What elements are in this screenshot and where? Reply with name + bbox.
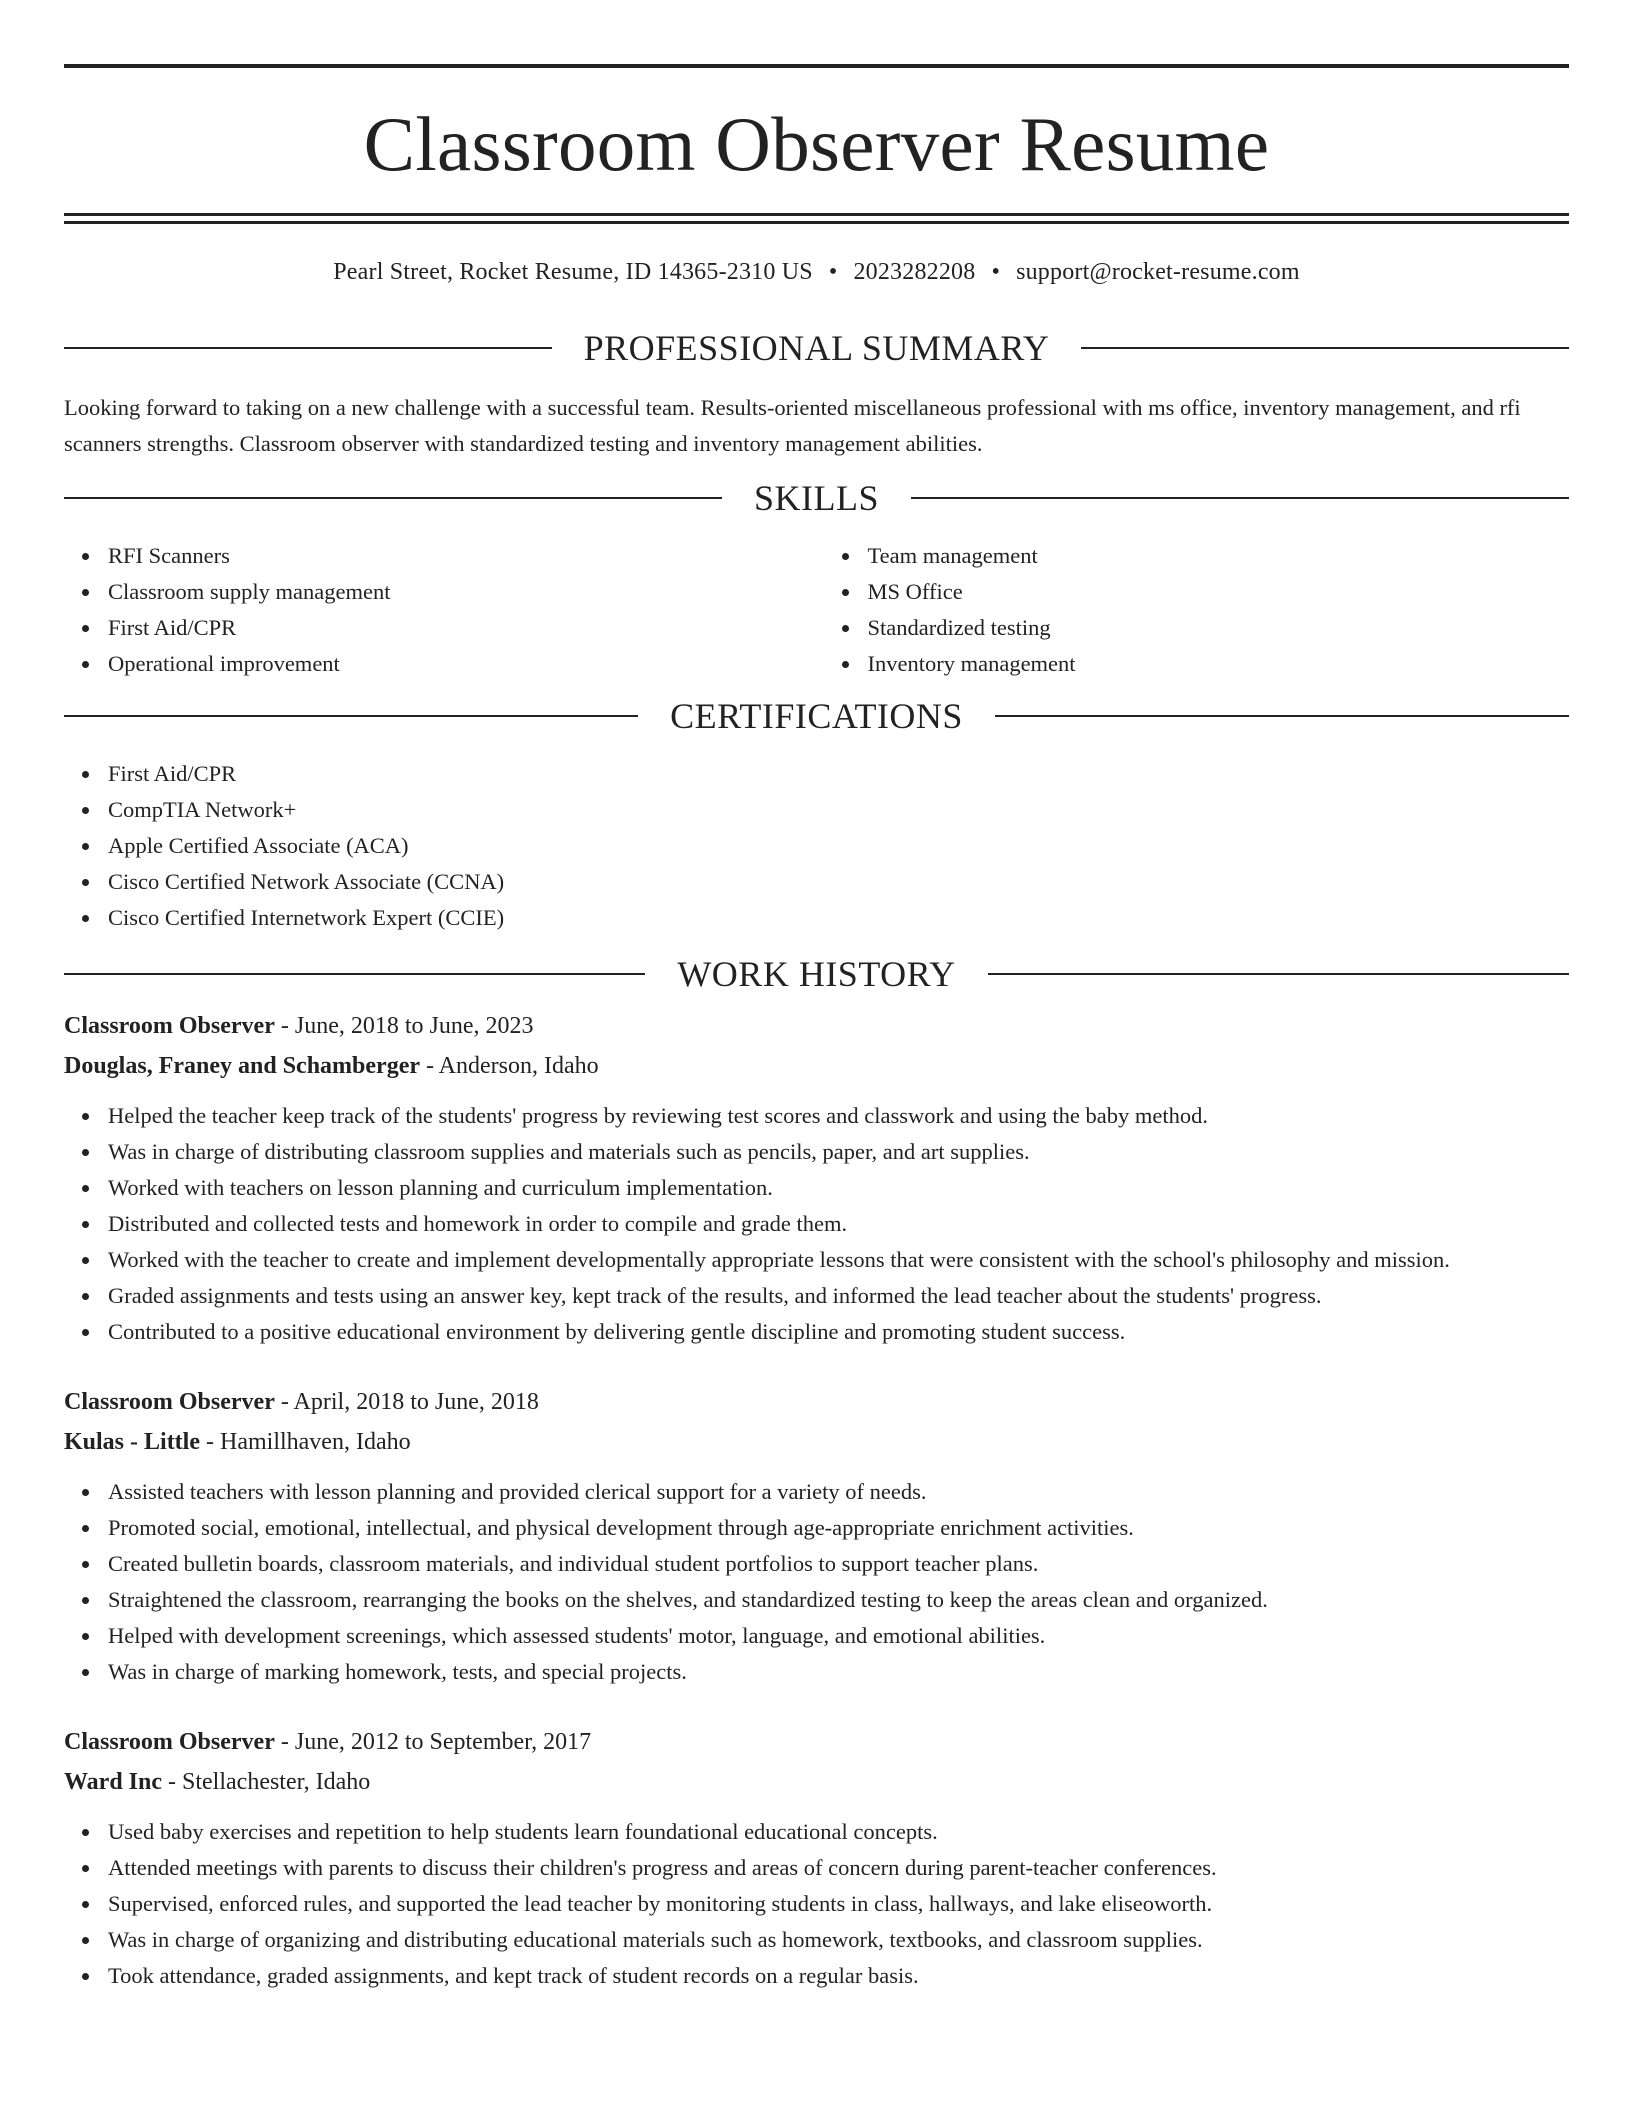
certification-item: Cisco Certified Internetwork Expert (CCIE): [108, 900, 1569, 936]
divider: [64, 973, 645, 975]
section-title: PROFESSIONAL SUMMARY: [583, 328, 1050, 368]
certification-item: Apple Certified Associate (ACA): [108, 828, 1569, 864]
contact-separator: •: [991, 259, 1001, 285]
job-bullet: Worked with the teacher to create and implement developmentally appropriate lessons that were consistent with the school's philosophy and mission.: [108, 1242, 1569, 1278]
job-entry: [64, 1722, 1569, 1994]
job-title-line: [64, 1006, 1569, 1046]
job-bullet: Distributed and collected tests and homework in order to compile and grade them.: [108, 1206, 1569, 1242]
skills-list-left: [64, 538, 817, 682]
certification-item: First Aid/CPR: [108, 756, 1569, 792]
job-entry: [64, 1006, 1569, 1350]
divider: [995, 715, 1569, 717]
page-title: Classroom Observer Resume: [363, 101, 1270, 187]
job-bullet: Graded assignments and tests using an answer key, kept track of the results, and informed the lead teacher about the students' progress.: [108, 1278, 1569, 1314]
job-bullet: Helped the teacher keep track of the students' progress by reviewing test scores and classwork and using the baby method.: [108, 1098, 1569, 1134]
skill-item: Classroom supply management: [108, 574, 817, 610]
job-company-line: [64, 1046, 1569, 1086]
job-bullet: Assisted teachers with lesson planning and provided clerical support for a variety of needs.: [108, 1474, 1569, 1510]
skill-item: RFI Scanners: [108, 538, 817, 574]
summary-section-header: [64, 330, 1569, 366]
job-bullet: Contributed to a positive educational environment by delivering gentle discipline and promoting student success.: [108, 1314, 1569, 1350]
contact-address: Pearl Street, Rocket Resume, ID 14365-2310 US: [333, 259, 813, 285]
divider: [1081, 347, 1569, 349]
skills-grid: [64, 538, 1569, 682]
job-role: Classroom Observer: [64, 1389, 275, 1415]
divider: [64, 715, 638, 717]
work-history: [64, 1006, 1569, 1994]
divider: [64, 497, 722, 499]
work-section-header: [64, 956, 1569, 992]
job-company: Douglas, Franey and Schamberger: [64, 1053, 420, 1079]
job-bullet: Was in charge of organizing and distributing educational materials such as homework, textbooks, and classroom supplies.: [108, 1922, 1569, 1958]
job-entry: [64, 1382, 1569, 1690]
contact-email: support@rocket-resume.com: [1016, 259, 1300, 285]
job-location: - Anderson, Idaho: [420, 1053, 599, 1079]
resume-page: [64, 64, 1569, 1994]
job-location: - Stellachester, Idaho: [162, 1769, 371, 1795]
job-bullet: Took attendance, graded assignments, and kept track of student records on a regular basis.: [108, 1958, 1569, 1994]
divider: [988, 973, 1569, 975]
top-rule: [64, 64, 1569, 68]
job-bullet: Created bulletin boards, classroom materials, and individual student portfolios to support teacher plans.: [108, 1546, 1569, 1582]
job-company: Ward Inc: [64, 1769, 163, 1795]
skills-section-header: [64, 480, 1569, 516]
job-bullet: Helped with development screenings, which assessed students' motor, language, and emotional abilities.: [108, 1618, 1569, 1654]
section-title: WORK HISTORY: [677, 954, 956, 994]
job-bullet: Supervised, enforced rules, and supported the lead teacher by monitoring students in class, hallways, and lake eliseoworth.: [108, 1886, 1569, 1922]
job-company-line: [64, 1422, 1569, 1462]
contact-line: [64, 260, 1569, 284]
certifications-section-header: [64, 698, 1569, 734]
contact-phone: 2023282208: [853, 259, 976, 285]
section-title: SKILLS: [754, 478, 880, 518]
divider: [911, 497, 1569, 499]
job-role: Classroom Observer: [64, 1013, 275, 1039]
skill-item: Inventory management: [868, 646, 1570, 682]
job-bullet: Was in charge of distributing classroom supplies and materials such as pencils, paper, and art supplies.: [108, 1134, 1569, 1170]
section-title: CERTIFICATIONS: [670, 696, 963, 736]
skill-item: First Aid/CPR: [108, 610, 817, 646]
job-dates: - June, 2012 to September, 2017: [274, 1729, 592, 1755]
job-bullets: [64, 1814, 1569, 1994]
job-title-line: [64, 1382, 1569, 1422]
job-bullet: Worked with teachers on lesson planning and curriculum implementation.: [108, 1170, 1569, 1206]
skill-item: Standardized testing: [868, 610, 1570, 646]
skills-list-right: [817, 538, 1570, 682]
job-bullets: [64, 1474, 1569, 1690]
job-bullets: [64, 1098, 1569, 1350]
job-dates: - April, 2018 to June, 2018: [274, 1389, 539, 1415]
divider: [64, 347, 552, 349]
summary-text: Looking forward to taking on a new challenge with a successful team. Results-oriented miscellaneous professional with ms office, inventory management, and rfi scanners strengths. Classroom observer with standardized testing and inventory management abilities.: [64, 395, 1521, 456]
contact-separator: •: [828, 259, 838, 285]
certification-item: Cisco Certified Network Associate (CCNA): [108, 864, 1569, 900]
job-company: Kulas - Little: [64, 1429, 200, 1455]
job-dates: - June, 2018 to June, 2023: [274, 1013, 534, 1039]
job-bullet: Promoted social, emotional, intellectual, and physical development through age-appropriate enrichment activities.: [108, 1510, 1569, 1546]
job-title-line: [64, 1722, 1569, 1762]
job-bullet: Was in charge of marking homework, tests, and special projects.: [108, 1654, 1569, 1690]
job-company-line: [64, 1762, 1569, 1802]
certification-item: CompTIA Network+: [108, 792, 1569, 828]
skill-item: MS Office: [868, 574, 1570, 610]
job-location: - Hamillhaven, Idaho: [200, 1429, 411, 1455]
title-double-rule: [64, 213, 1569, 224]
job-bullet: Attended meetings with parents to discuss their children's progress and areas of concern during parent-teacher conferences.: [108, 1850, 1569, 1886]
certifications-list: [64, 756, 1569, 936]
job-bullet: Used baby exercises and repetition to help students learn foundational educational concepts.: [108, 1814, 1569, 1850]
skill-item: Operational improvement: [108, 646, 817, 682]
job-bullet: Straightened the classroom, rearranging the books on the shelves, and standardized testing to keep the areas clean and organized.: [108, 1582, 1569, 1618]
skill-item: Team management: [868, 538, 1570, 574]
job-role: Classroom Observer: [64, 1729, 275, 1755]
